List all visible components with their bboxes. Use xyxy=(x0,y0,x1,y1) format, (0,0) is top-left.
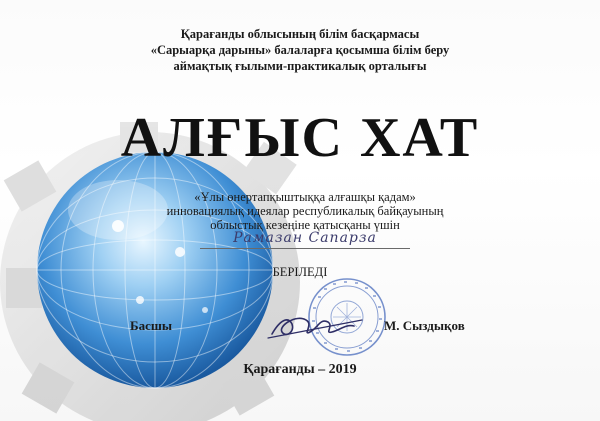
globe-shape xyxy=(37,152,273,388)
recipient-name: Рамазан Сапарза xyxy=(200,228,410,249)
certificate-body xyxy=(140,190,470,232)
body-line-3: облыстық кезеңіне қатысқаны үшін xyxy=(210,218,400,232)
handwritten-signature xyxy=(262,302,372,346)
signatory-name: М. Сыздықов xyxy=(384,318,465,333)
signatory-role: Басшы xyxy=(130,318,172,333)
body-line-2: инновациялық идеялар республикалық байқауының xyxy=(166,204,444,218)
issuer-line-3: аймақтық ғылыми-практикалық орталығы xyxy=(173,59,427,73)
body-line-1: «Ұлы өнертапқыштыққа алғашқы қадам» xyxy=(194,190,416,204)
issuer-line-1: Қарағанды облысының білім басқармасы xyxy=(180,27,420,41)
certificate-title: АЛҒЫС ХАТ xyxy=(120,107,480,169)
issuer-header xyxy=(120,26,480,74)
issued-label: БЕРІЛЕДІ xyxy=(272,265,328,279)
issuer-line-2: «Сарыарқа дарыны» балаларға қосымша білім беру xyxy=(150,43,450,57)
place-and-year: Қарағанды – 2019 xyxy=(243,362,357,377)
